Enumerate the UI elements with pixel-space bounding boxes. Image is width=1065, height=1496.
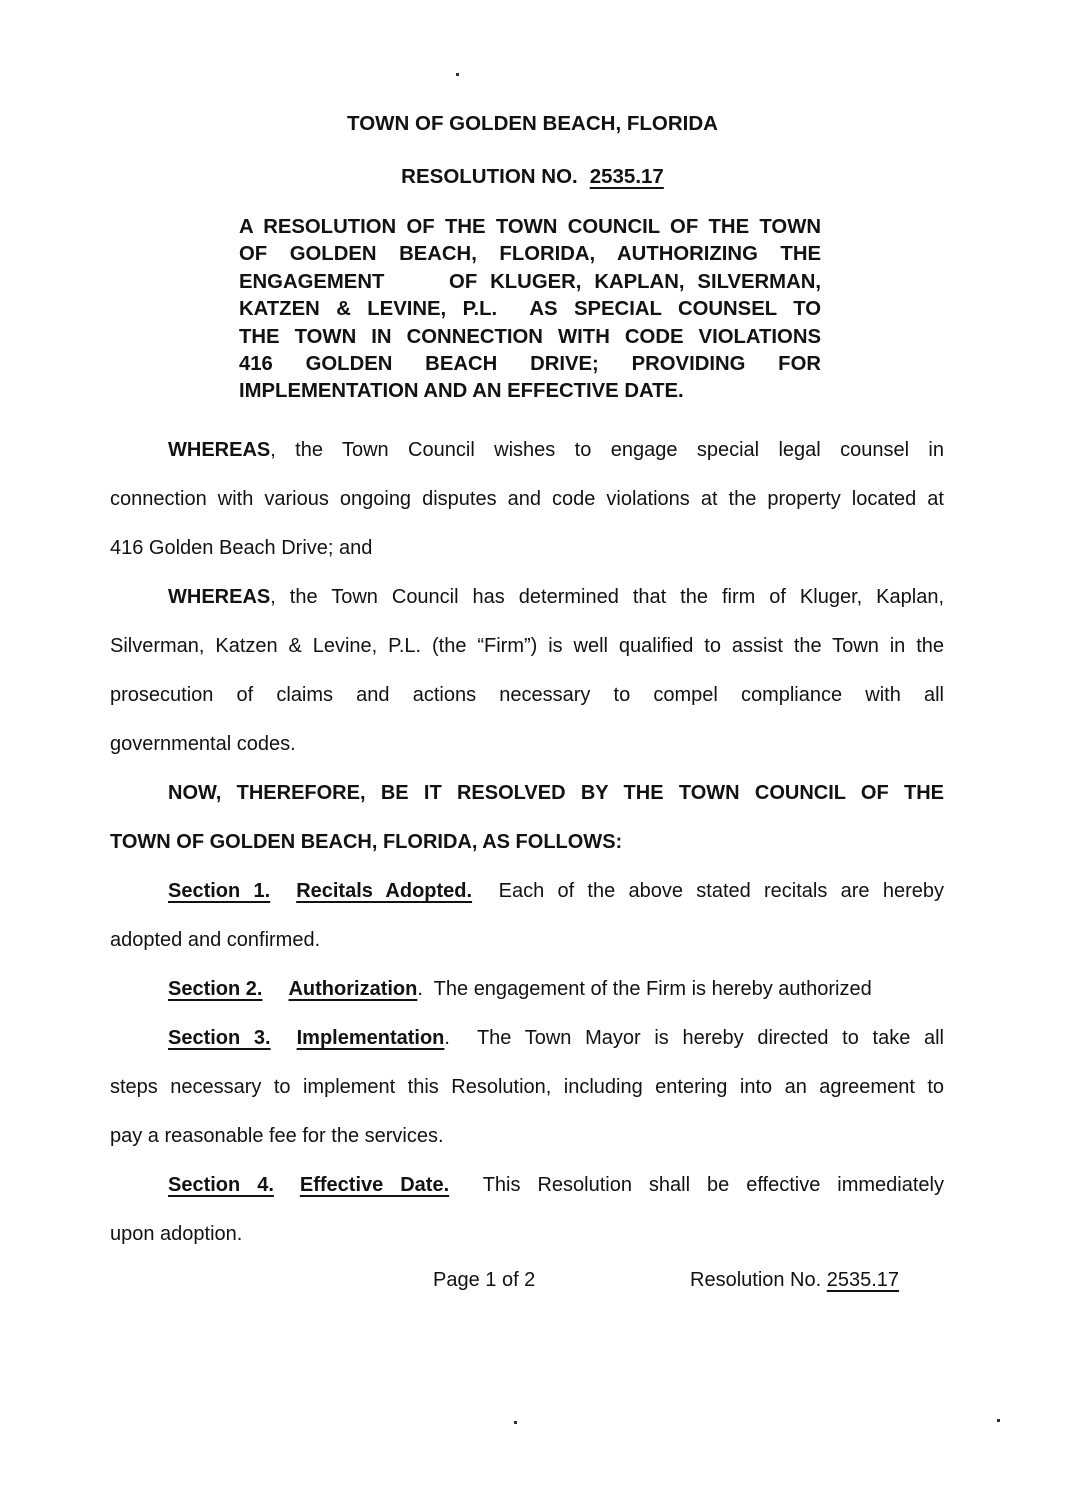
section-heading: Authorization: [288, 978, 418, 1000]
whereas-lead: WHEREAS: [168, 439, 271, 461]
body-text: steps necessary to implement this Resolution, including entering into an agreement to: [110, 1076, 944, 1098]
body-text: upon adoption.: [110, 1223, 243, 1245]
title-block-line: THE TOWN IN CONNECTION WITH CODE VIOLATIONS: [239, 325, 821, 348]
body-line: [110, 524, 944, 573]
title-block-line: IMPLEMENTATION AND AN EFFECTIVE DATE.: [239, 380, 684, 403]
body-text: pay a reasonable fee for the services.: [110, 1125, 444, 1147]
resolution-number: 2535.17: [589, 165, 664, 188]
body-line-section-2: [110, 965, 944, 1014]
footer-resolution-label: Resolution No.: [690, 1269, 822, 1291]
body-line: [110, 671, 944, 720]
title-block-line: ENGAGEMENT OF KLUGER, KAPLAN, SILVERMAN,: [239, 270, 821, 293]
footer-resolution-number: [690, 1268, 899, 1292]
title-block-line: OF GOLDEN BEACH, FLORIDA, AUTHORIZING THE: [239, 243, 821, 266]
title-block-line: 416 GOLDEN BEACH DRIVE; PROVIDING FOR: [239, 353, 821, 376]
body-line-resolved-clause: [110, 769, 944, 818]
body-text: Each of the above stated recitals are hereby: [472, 880, 944, 902]
body-line: [110, 916, 944, 965]
resolution-number-heading: [0, 165, 1065, 189]
body-text: connection with various ongoing disputes and code violations at the property located at: [110, 488, 944, 510]
body-line-resolved-clause: [110, 818, 944, 867]
body-text: adopted and confirmed.: [110, 929, 321, 951]
title-block-line: A RESOLUTION OF THE TOWN COUNCIL OF THE TOWN: [239, 216, 821, 238]
scan-artifact-dot: [456, 73, 459, 76]
body-text: TOWN OF GOLDEN BEACH, FLORIDA, AS FOLLOWS:: [110, 831, 623, 853]
body-text: prosecution of claims and actions necessary to compel compliance with all: [110, 684, 944, 706]
body-text: . The engagement of the Firm is hereby authorized: [417, 978, 872, 1000]
section-label: Section 2.: [168, 978, 263, 1000]
page-title: TOWN OF GOLDEN BEACH, FLORIDA: [347, 112, 718, 135]
body-text: . The Town Mayor is hereby directed to take all: [444, 1027, 945, 1049]
section-label: Section 1.: [168, 880, 271, 902]
section-heading: Implementation: [296, 1027, 445, 1049]
body-text: , the Town Council wishes to engage special legal counsel in: [270, 439, 944, 461]
body-text: This Resolution shall be effective immediately: [449, 1174, 944, 1196]
body-line-section-3: [110, 1014, 944, 1063]
section-label: Section 3.: [168, 1027, 271, 1049]
body-line-whereas1: [110, 426, 944, 475]
body-line-whereas2: [110, 573, 944, 622]
resolution-body: [110, 426, 944, 1259]
body-line: [110, 622, 944, 671]
title-block-line: KATZEN & LEVINE, P.L. AS SPECIAL COUNSEL TO: [239, 298, 821, 321]
scan-artifact-dot: [514, 1421, 517, 1424]
body-line: [110, 1112, 944, 1161]
body-line: [110, 1210, 944, 1259]
body-line: [110, 1063, 944, 1112]
body-text: , the Town Council has determined that the firm of Kluger, Kaplan,: [270, 586, 944, 608]
body-line: [110, 475, 944, 524]
section-label: Section 4.: [168, 1174, 274, 1196]
resolution-title-block: [239, 214, 821, 406]
body-line-section-1: [110, 867, 944, 916]
body-line: [110, 720, 944, 769]
section-heading: Recitals Adopted.: [296, 880, 473, 902]
page-number: Page 1 of 2: [433, 1269, 536, 1291]
body-line-section-4: [110, 1161, 944, 1210]
section-heading: Effective Date.: [299, 1174, 450, 1196]
resolution-label: RESOLUTION NO.: [401, 165, 578, 188]
body-text: 416 Golden Beach Drive; and: [110, 537, 373, 559]
body-text: Silverman, Katzen & Levine, P.L. (the “Firm”) is well qualified to assist the Town in the: [110, 635, 944, 657]
whereas-lead: WHEREAS: [168, 586, 271, 608]
body-text: governmental codes.: [110, 733, 296, 755]
scan-artifact-dot: [997, 1419, 1000, 1422]
body-text: NOW, THEREFORE, BE IT RESOLVED BY THE TOWN COUNCIL OF THE: [168, 782, 944, 804]
footer-resolution-value: 2535.17: [826, 1269, 900, 1291]
